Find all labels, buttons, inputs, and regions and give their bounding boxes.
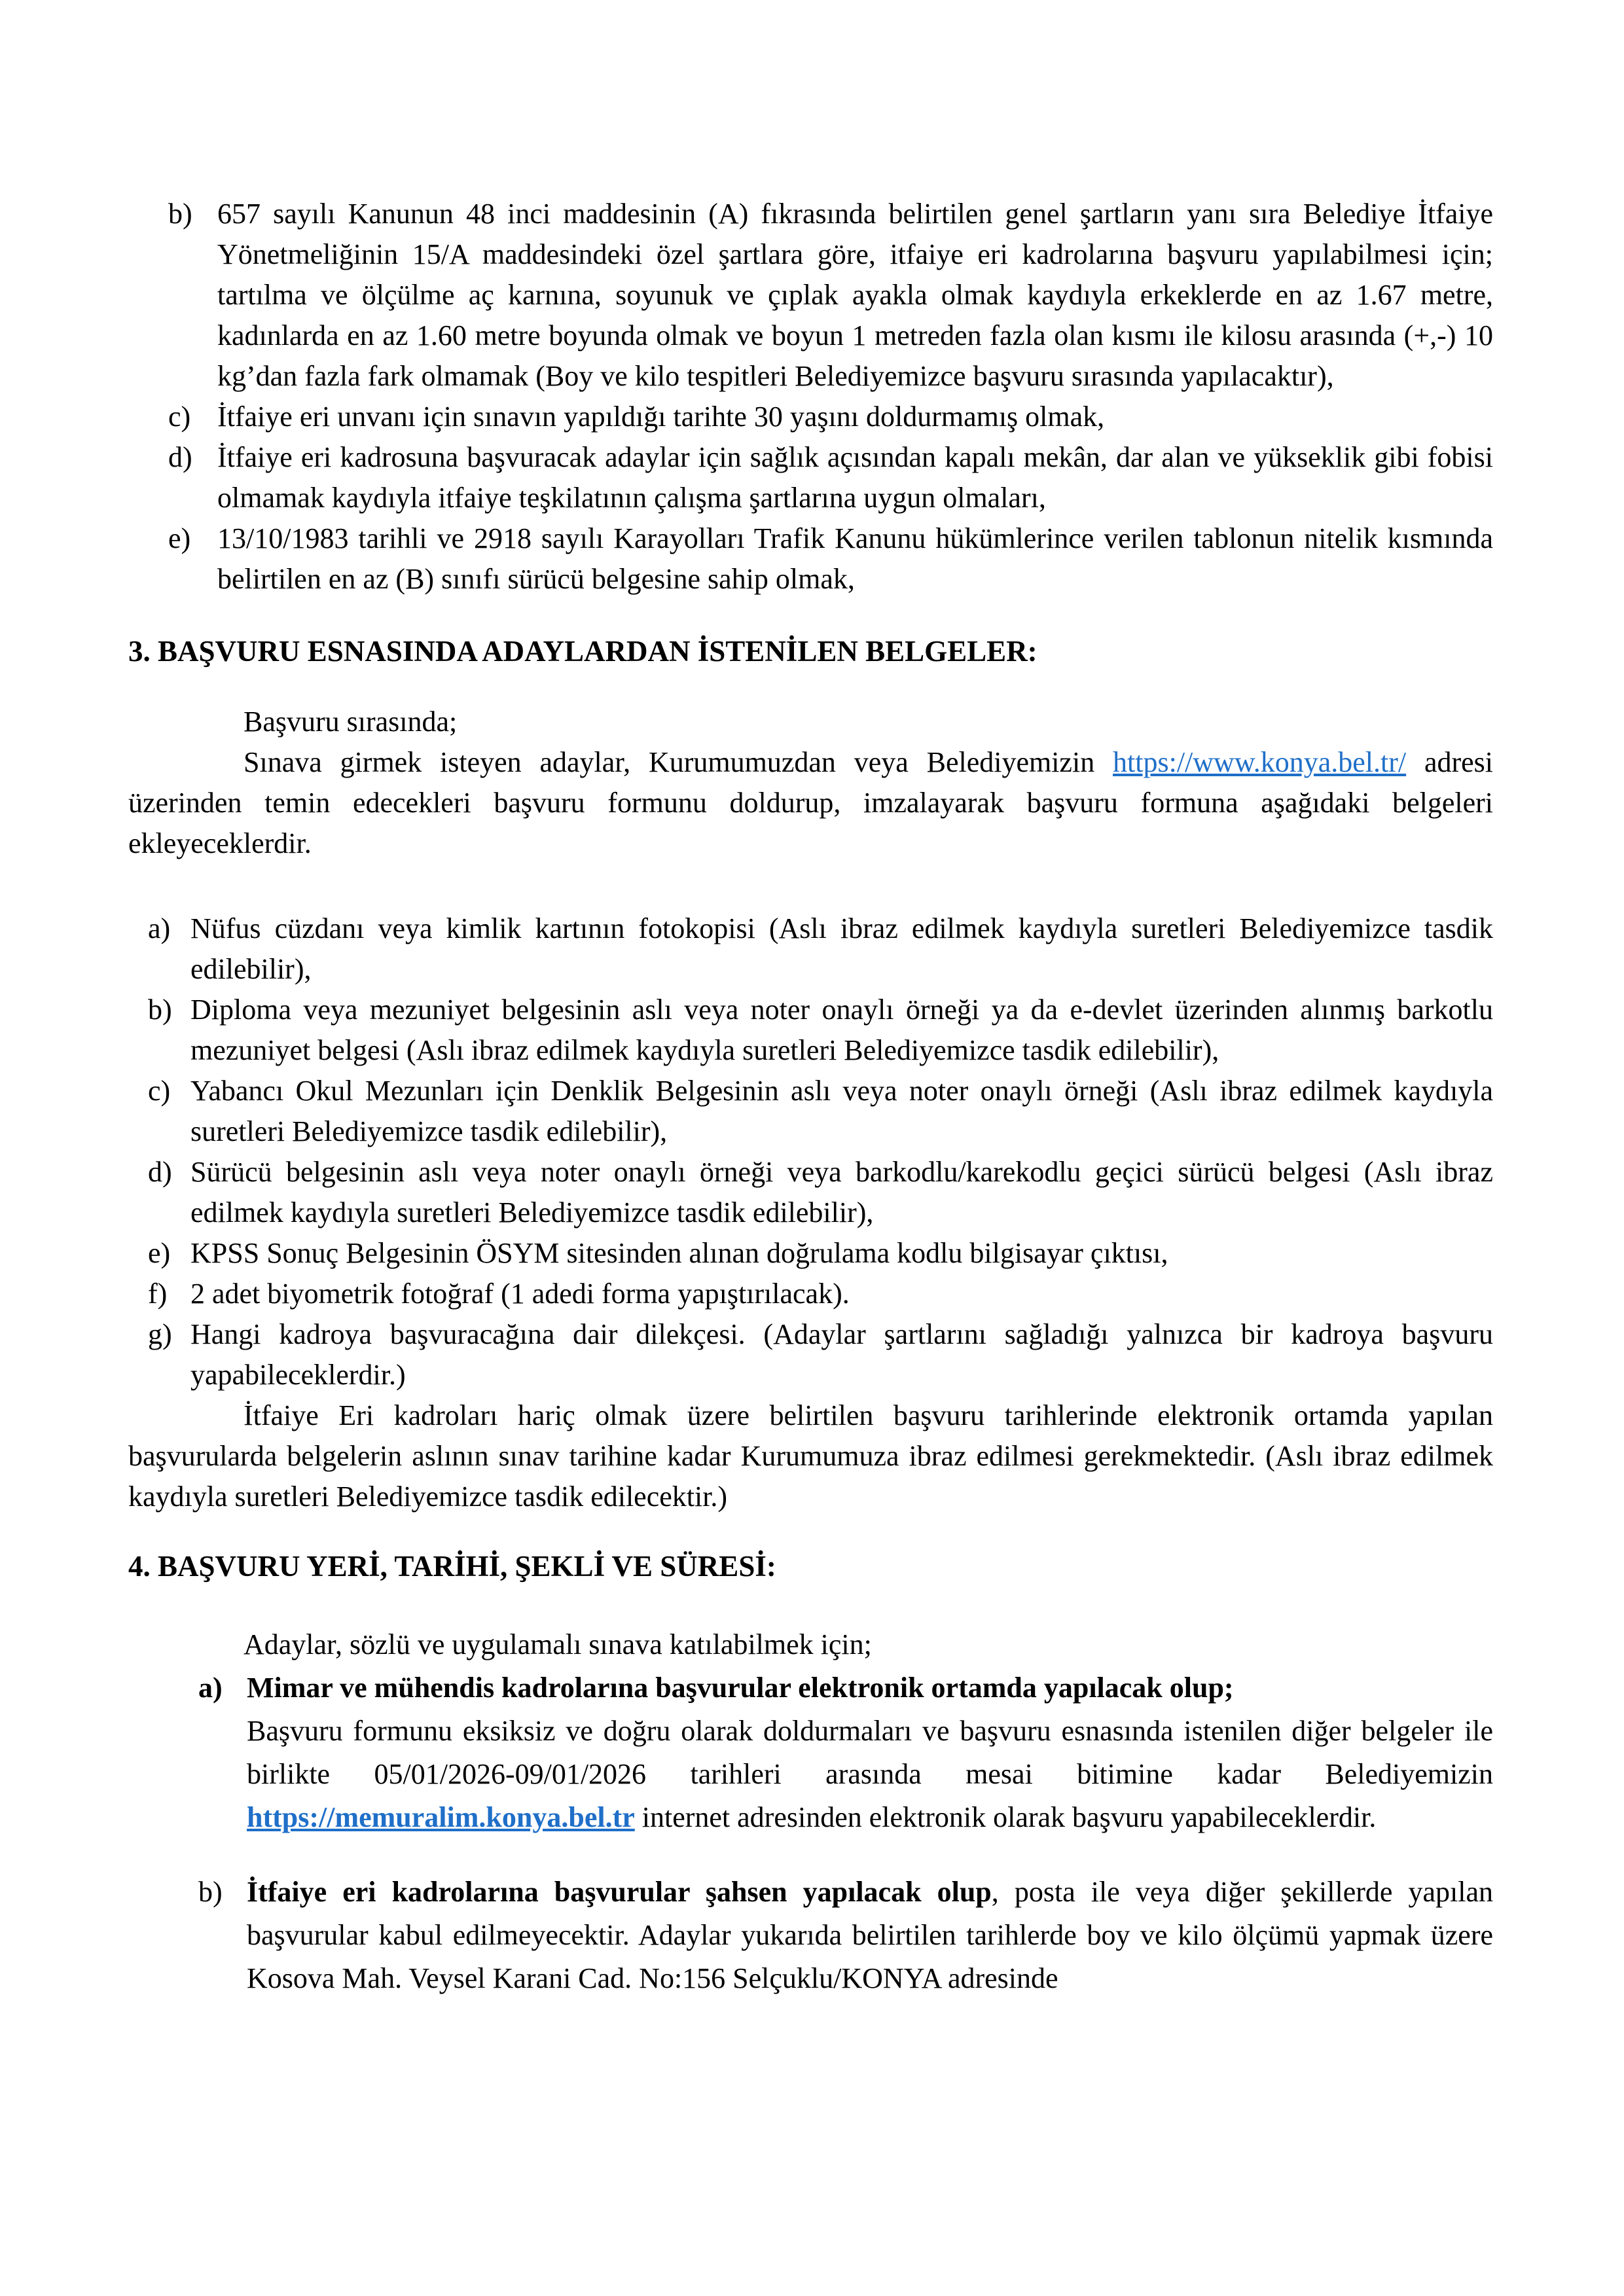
list-item-marker: a) [148, 912, 171, 944]
list-item-marker: c) [168, 401, 191, 433]
list-item-text: İtfaiye eri kadrosuna başvuracak adaylar için sağlık açısından kapalı mekân, dar alan ve yükseklik gibi fobisi olmamak kaydıyla itfaiye teşkilatının çalışma şartlarına uygun olmaları, [217, 441, 1493, 514]
bold-phrase: Mimar ve mühendis kadrolarına başvurular elektronik ortamda yapılacak olup; [247, 1672, 1234, 1704]
list-item-marker: b) [198, 1876, 223, 1908]
list-item [128, 437, 1493, 518]
intro-text-before-link: Sınava girmek isteyen adaylar, Kurumumuzdan veya Belediyemizin [244, 746, 1113, 778]
list-item-text: 2 adet biyometrik fotoğraf (1 adedi forma yapıştırılacak). [190, 1278, 850, 1310]
requirements-list [128, 194, 1493, 600]
section-3-heading: 3. BAŞVURU ESNASINDA ADAYLARDAN İSTENİLEN BELGELER: [128, 635, 1038, 668]
list-item-marker: e) [148, 1237, 171, 1269]
list-item-marker: a) [198, 1672, 223, 1704]
list-item [128, 1314, 1493, 1395]
list-item-text: Başvuru formunu eksiksiz ve doğru olarak doldurmaları ve başvuru esnasında istenilen diğer belgeler ile birlikte 05/01/2026-09/01/2026 tarihleri arasında mesai bitimine kadar Belediyemizin [247, 1715, 1493, 1790]
list-item-marker: d) [148, 1156, 172, 1188]
list-item [128, 1871, 1493, 2000]
list-item-text: Diploma veya mezuniyet belgesinin aslı veya noter onaylı örneği ya da e-devlet üzerinden alınmış barkotlu mezuniyet belgesi (Aslı ibraz edilmek kaydıyla suretleri Belediyemizce tasdik edilebilir), [190, 994, 1493, 1066]
section-4-body [128, 1623, 1493, 2000]
list-item-text: Yabancı Okul Mezunları için Denklik Belgesinin aslı veya noter onaylı örneği (Aslı ibraz edilmek kaydıyla suretleri Belediyemizce tasdik edilebilir), [190, 1075, 1493, 1147]
list-item-marker: b) [168, 198, 192, 230]
list-item-text: internet adresinden elektronik olarak başvuru yapabileceklerdir. [634, 1801, 1377, 1833]
list-item [128, 1274, 1493, 1314]
list-item-marker: b) [148, 994, 172, 1026]
list-item [128, 397, 1493, 437]
list-item-text: 13/10/1983 tarihli ve 2918 sayılı Karayolları Trafik Kanunu hükümlerince verilen tablonun nitelik kısmında belirtilen en az (B) sınıfı sürücü belgesine sahip olmak, [217, 522, 1493, 595]
list-item-text: Sürücü belgesinin aslı veya noter onaylı örneği veya barkodlu/karekodlu geçici sürücü belgesi (Aslı ibraz edilmek kaydıyla suretleri Belediyemizce tasdik edilebilir), [190, 1156, 1493, 1229]
section-4-heading: 4. BAŞVURU YERİ, TARİHİ, ŞEKLİ VE SÜRESİ: [128, 1550, 776, 1583]
list-item [128, 518, 1493, 600]
list-item-text: İtfaiye eri unvanı için sınavın yapıldığı tarihte 30 yaşını doldurmamış olmak, [217, 401, 1105, 433]
list-item-marker: e) [168, 522, 191, 554]
section-3-closing-paragraph: İtfaiye Eri kadroları hariç olmak üzere belirtilen başvuru tarihlerinde elektronik ortamda yapılan başvurularda belgelerin aslının sınav tarihine kadar Kurumumuza ibraz edilmesi gerekmektedir. (Aslı ibraz edilmek kaydıyla suretleri Belediyemizce tasdik edilecektir.) [128, 1399, 1493, 1513]
list-item-marker: c) [148, 1075, 171, 1107]
list-item [128, 990, 1493, 1071]
list-item [128, 1071, 1493, 1152]
list-item-text: KPSS Sonuç Belgesinin ÖSYM sitesinden alınan doğrulama kodlu bilgisayar çıktısı, [190, 1237, 1168, 1269]
list-item-text: 657 sayılı Kanunun 48 inci maddesinin (A) fıkrasında belirtilen genel şartların yanı sıra Belediye İtfaiye Yönetmeliğinin 15/A maddesindeki özel şartlara göre, itfaiye eri kadrolarına başvuru yapılabilmesi için; tartılma ve ölçülme aç karnına, soyunuk ve çıplak ayakla olmak kaydıyla erkeklerde en az 1.67 metre, kadınlarda en az 1.60 metre boyunda olmak ve boyun 1 metreden fazla olan kısmı ile kilosu arasında (+,-) 10 kg’dan fazla fark olmamak (Boy ve kilo tespitleri Belediyemizce başvuru sırasında yapılacaktır), [217, 198, 1493, 392]
page-content [128, 194, 1493, 2000]
memuralim-link[interactable]: https://memuralim.konya.bel.tr [247, 1801, 635, 1833]
list-item-marker: d) [168, 441, 192, 473]
list-item [128, 1666, 1493, 1839]
section-4-intro-line: Adaylar, sözlü ve uygulamalı sınava katılabilmek için; [244, 1628, 872, 1660]
list-item [128, 908, 1493, 990]
list-item-text: Nüfus cüzdanı veya kimlik kartının fotokopisi (Aslı ibraz edilmek kaydıyla suretleri Belediyemizce tasdik edilebilir), [190, 912, 1493, 985]
documents-list [128, 908, 1493, 1395]
list-item [128, 194, 1493, 397]
konya-link[interactable]: https://www.konya.bel.tr/ [1113, 746, 1407, 778]
list-item-marker: f) [148, 1278, 168, 1310]
intro-line: Başvuru sırasında; [244, 706, 458, 738]
list-item-text: Hangi kadroya başvuracağına dair dilekçesi. (Adaylar şartlarını sağladığı yalnızca bir kadroya başvuru yapabileceklerdir.) [190, 1318, 1493, 1391]
list-item-marker: g) [148, 1318, 172, 1350]
list-item-text: , posta ile veya diğer şekillerde yapılan başvurular kabul edilmeyecektir. Adaylar yukarıda belirtilen tarihlerde boy ve kilo ölçümü yapmak üzere Kosova Mah. Veysel Karani Cad. No:156 Selçuklu/KONYA adresinde [247, 1876, 1493, 1994]
intro-text-after-link: adresi üzerinden temin edecekleri başvuru formunu doldurup, imzalayarak başvuru formuna aşağıdaki belgeleri ekleyeceklerdir. [128, 746, 1493, 859]
list-item [128, 1233, 1493, 1274]
bold-phrase: İtfaiye eri kadrolarına başvurular şahsen yapılacak olup [247, 1876, 992, 1908]
intro-paragraph [128, 742, 1493, 864]
list-item [128, 1152, 1493, 1233]
